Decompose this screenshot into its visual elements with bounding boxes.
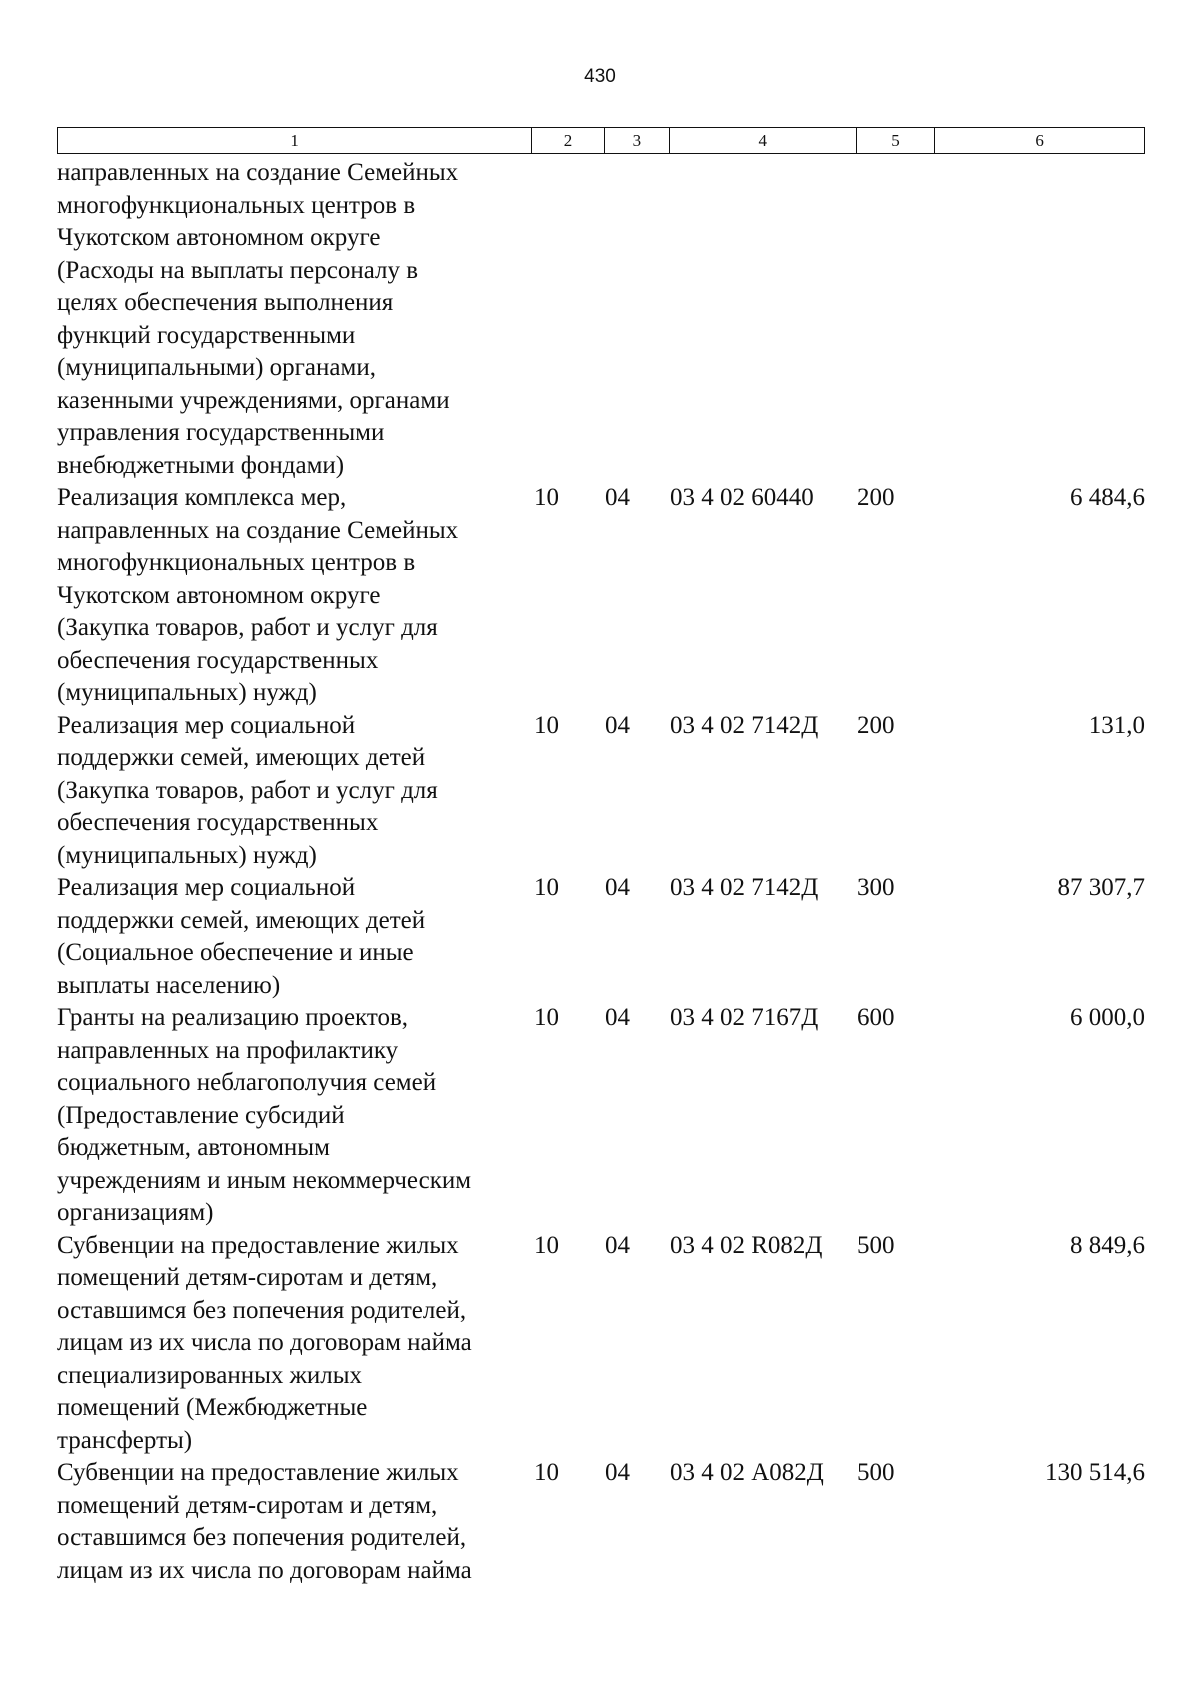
row-section: 10	[534, 1231, 559, 1259]
column-header-5: 5	[857, 128, 936, 153]
table-row	[57, 1457, 1145, 1587]
row-description: Реализация мер социальной поддержки семей, имеющих детей (Закупка товаров, работ и услуг для обеспечения государственных (муниципальных) нужд)	[57, 711, 438, 869]
row-expense-type: 300	[857, 874, 895, 901]
row-target-article: 03 4 02 А082Д	[670, 1459, 824, 1486]
row-subsection: 04	[605, 1459, 630, 1486]
row-amount: 131,0	[1088, 711, 1145, 739]
row-expense-type: 600	[857, 1004, 895, 1031]
row-description: Субвенции на предоставление жилых помещений детям-сиротам и детям, оставшимся без попечения родителей, лицам из их числа по договорам найма	[57, 1459, 472, 1584]
row-subsection: 04	[605, 1004, 630, 1031]
table-header-row	[57, 127, 1145, 154]
row-amount: 8 849,6	[1070, 1231, 1145, 1259]
row-section: 10	[534, 874, 559, 901]
row-section: 10	[534, 1459, 559, 1486]
table-row	[57, 872, 1145, 1002]
row-amount: 6 484,6	[1070, 484, 1145, 511]
row-description: Гранты на реализацию проектов, направленных на профилактику социального неблагополучия семей (Предоставление субсидий бюджетным, автономным учреждениям и иным некоммерческим организациям)	[57, 1004, 472, 1226]
column-header-1: 1	[58, 128, 532, 153]
table-row	[57, 157, 1145, 482]
row-amount: 87 307,7	[1057, 874, 1145, 901]
column-header-4: 4	[670, 128, 857, 153]
row-subsection: 04	[605, 1231, 630, 1259]
row-amount: 130 514,6	[1045, 1459, 1145, 1486]
row-expense-type: 500	[857, 1459, 895, 1486]
row-target-article: 03 4 02 7167Д	[670, 1004, 819, 1031]
table-body	[57, 157, 1145, 1587]
row-description: Реализация мер социальной поддержки семей, имеющих детей (Социальное обеспечение и иные выплаты населению)	[57, 874, 426, 999]
row-target-article: 03 4 02 R082Д	[670, 1231, 823, 1259]
row-description: направленных на создание Семейных многофункциональных центров в Чукотском автономном округе (Расходы на выплаты персоналу в целях обеспечения выполнения функций государственными (муниципальными) органами, казенными учреждениями, органами управления государственными внебюджетными фондами)	[57, 159, 459, 479]
table-row	[57, 710, 1145, 873]
column-header-6: 6	[1035, 131, 1044, 150]
table-row	[57, 1002, 1145, 1230]
table-row	[57, 482, 1145, 710]
column-header-3: 3	[605, 128, 670, 153]
row-expense-type: 200	[857, 484, 895, 511]
row-section: 10	[534, 1004, 559, 1031]
row-section: 10	[534, 711, 559, 739]
row-description: Реализация комплекса мер, направленных на создание Семейных многофункциональных центров в Чукотском автономном округе (Закупка товаров, работ и услуг для обеспечения государственных (муниципальных) нужд)	[57, 484, 459, 706]
row-target-article: 03 4 02 7142Д	[670, 874, 819, 901]
row-expense-type: 500	[857, 1231, 895, 1259]
row-target-article: 03 4 02 7142Д	[670, 711, 819, 739]
row-subsection: 04	[605, 874, 630, 901]
row-amount: 6 000,0	[1070, 1004, 1145, 1031]
column-header-2: 2	[532, 128, 605, 153]
row-subsection: 04	[605, 484, 630, 511]
row-target-article: 03 4 02 60440	[670, 484, 814, 511]
page-number: 430	[584, 66, 616, 87]
row-description: Субвенции на предоставление жилых помещений детям-сиротам и детям, оставшимся без попечения родителей, лицам из их числа по договорам найма специализированных жилых помещений (Межбюджетные трансферты)	[57, 1231, 472, 1454]
row-expense-type: 200	[857, 711, 895, 739]
row-section: 10	[534, 484, 559, 511]
row-subsection: 04	[605, 711, 630, 739]
table-row	[57, 1230, 1145, 1458]
